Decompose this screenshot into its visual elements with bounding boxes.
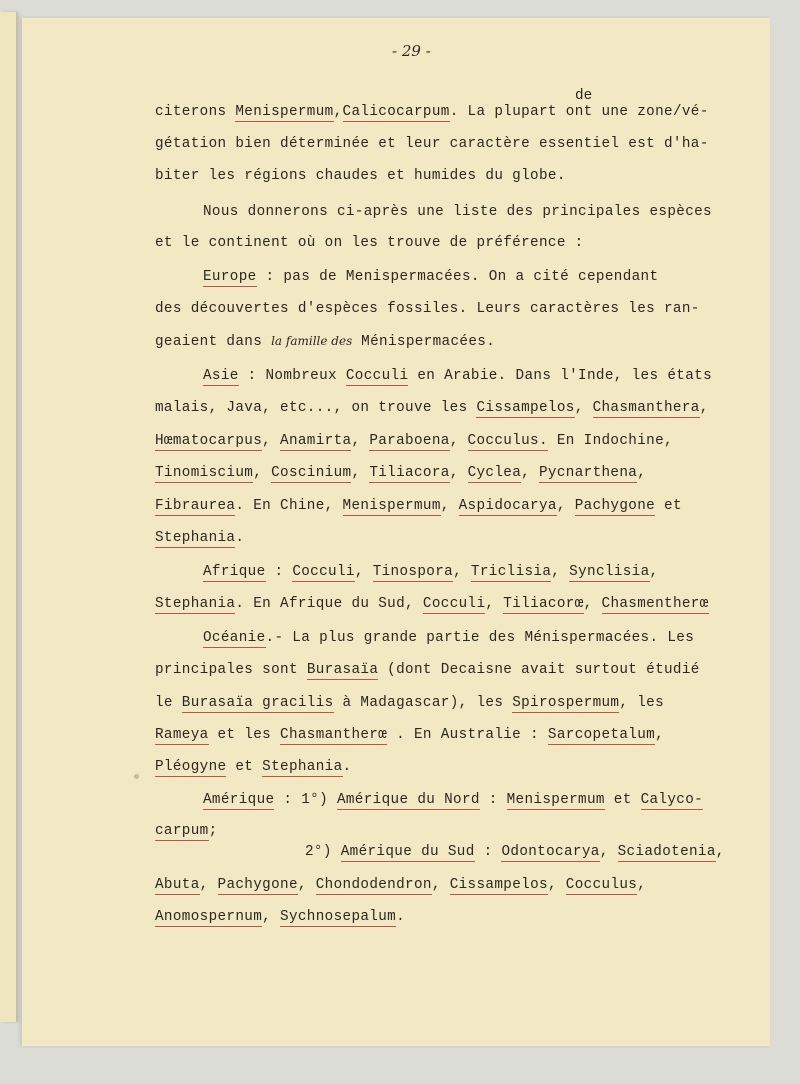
text-run: , xyxy=(262,909,281,925)
text-run: à Madagascar), les xyxy=(333,695,513,711)
text-line xyxy=(155,725,664,745)
text-run: : xyxy=(479,792,507,808)
underlined-taxon: Fibraurea xyxy=(155,498,236,514)
text-run: , xyxy=(297,877,316,893)
text-run: le xyxy=(155,695,182,711)
text-line xyxy=(155,693,664,713)
text-run: , xyxy=(199,877,218,893)
underlined-taxon: Pachygone xyxy=(217,877,298,893)
underlined-taxon: Aspidocarya xyxy=(458,498,557,514)
underlined-taxon: Stephania xyxy=(155,530,236,546)
text-run: , xyxy=(449,433,468,449)
text-run: , xyxy=(440,498,459,514)
text-run: . En Afrique du Sud, xyxy=(235,596,423,612)
text-run: 2°) xyxy=(305,844,341,860)
text-line xyxy=(155,528,244,548)
text-run: Ménispermacées. xyxy=(352,334,496,350)
text-line xyxy=(155,431,673,451)
underlined-taxon: Synclisia xyxy=(569,564,650,580)
underlined-taxon: Amérique du Sud xyxy=(340,844,475,860)
underlined-taxon: Sciadotenia xyxy=(617,844,716,860)
text-run: .- La plus grande partie des Ménispermacées. Les xyxy=(265,630,695,646)
text-line xyxy=(155,660,700,680)
underlined-taxon: Asie xyxy=(203,368,239,384)
text-run: ; xyxy=(208,823,218,839)
text-line xyxy=(155,907,405,927)
text-line xyxy=(203,366,712,386)
text-line xyxy=(155,821,218,841)
underlined-taxon: Amérique du Nord xyxy=(336,792,480,808)
text-run: et le continent où on les trouve de préférence : xyxy=(155,235,584,251)
underlined-taxon: Océanie xyxy=(203,630,266,646)
text-run: et xyxy=(604,792,641,808)
underlined-taxon: Tiliacorœ xyxy=(503,596,584,612)
underlined-taxon: carpum xyxy=(155,823,209,839)
text-run: et xyxy=(226,759,263,775)
underlined-taxon: Anomospernum xyxy=(155,909,263,925)
underlined-taxon: Burasaïa xyxy=(306,662,379,678)
underlined-taxon: Chondodendron xyxy=(315,877,432,893)
text-run: : Nombreux xyxy=(238,368,346,384)
underlined-taxon: Rameya xyxy=(155,727,209,743)
underlined-taxon: Menispermum xyxy=(342,498,441,514)
underlined-taxon: Cocculi xyxy=(422,596,486,612)
text-run: : pas de Menispermacées. On a cité cependant xyxy=(256,269,659,285)
underlined-taxon: Calyco- xyxy=(640,792,704,808)
underlined-taxon: Tinospora xyxy=(372,564,454,580)
underlined-taxon: Pléogyne xyxy=(155,759,227,775)
text-run: , xyxy=(637,877,647,893)
text-line xyxy=(155,463,646,483)
underlined-taxon: Paraboena xyxy=(369,433,450,449)
underlined-taxon: Cissampelos xyxy=(449,877,548,893)
text-run: , xyxy=(351,465,370,481)
previous-page-edge xyxy=(0,12,17,1022)
underlined-taxon: Sychnosepalum xyxy=(280,909,397,925)
text-run: , xyxy=(262,433,281,449)
underlined-taxon: Cissampelos xyxy=(476,400,575,416)
text-line xyxy=(155,496,682,516)
underlined-taxon: Cyclea xyxy=(467,465,522,481)
text-run: . xyxy=(396,909,406,925)
text-line xyxy=(155,299,700,319)
text-run: , xyxy=(551,564,570,580)
underlined-taxon: Afrique xyxy=(203,564,266,580)
underlined-taxon: Tiliacora xyxy=(369,465,450,481)
text-run: , xyxy=(354,564,373,580)
text-run: gétation bien déterminée et leur caractère essentiel est d'ha- xyxy=(155,136,709,152)
text-line xyxy=(155,594,709,614)
underlined-taxon: Menispermum xyxy=(506,792,605,808)
text-run: malais, Java, etc..., on trouve les xyxy=(155,400,477,416)
interlinear-insert: de xyxy=(575,88,593,104)
text-line xyxy=(155,398,709,418)
underlined-taxon: Stephania xyxy=(155,596,236,612)
text-line xyxy=(155,875,646,895)
text-run: . En Chine, xyxy=(235,498,343,514)
text-run: : xyxy=(474,844,502,860)
text-run: , xyxy=(637,465,647,481)
text-run: , xyxy=(547,877,566,893)
text-run: , xyxy=(574,400,593,416)
text-run: geaient dans xyxy=(155,334,272,350)
text-run: , xyxy=(449,465,468,481)
underlined-taxon: Pycnarthena xyxy=(539,465,638,481)
text-run: , xyxy=(521,465,539,481)
text-run: . xyxy=(342,759,352,775)
text-line xyxy=(203,202,712,222)
paper-spot xyxy=(134,774,139,779)
underlined-taxon: Coscinium xyxy=(271,465,352,481)
underlined-taxon: Chasmentherœ xyxy=(601,596,709,612)
text-line xyxy=(203,628,694,648)
text-run: et les xyxy=(208,727,281,743)
text-run: et xyxy=(655,498,682,514)
text-run: , xyxy=(699,400,709,416)
underlined-taxon: Calicocarpum xyxy=(342,104,450,120)
handwritten-insert: la famille des xyxy=(271,334,353,348)
text-run: En Indochine, xyxy=(547,433,673,449)
underlined-taxon: Stephania xyxy=(262,759,343,775)
text-run: , xyxy=(599,844,618,860)
text-line xyxy=(155,757,351,777)
text-line xyxy=(155,102,709,122)
underlined-taxon: Cocculi xyxy=(292,564,355,580)
underlined-taxon: Cocculus xyxy=(565,877,638,893)
text-run: biter les régions chaudes et humides du globe. xyxy=(155,168,566,184)
text-run: Nous donnerons ci-après une liste des principales espèces xyxy=(203,204,712,220)
underlined-taxon: Spirospermum xyxy=(512,695,620,711)
text-run: . En Australie : xyxy=(387,727,548,743)
text-run: , xyxy=(431,877,450,893)
text-run: , xyxy=(649,564,659,580)
underlined-taxon: Abuta xyxy=(155,877,200,893)
underlined-taxon: Chasmantherœ xyxy=(280,727,388,743)
text-run: , xyxy=(715,844,725,860)
text-run: , xyxy=(333,104,343,120)
underlined-taxon: Cocculus. xyxy=(467,433,548,449)
text-run: , xyxy=(655,727,664,743)
text-run: (dont Decaisne avait surtout étudié xyxy=(378,662,700,678)
text-run: : 1°) xyxy=(274,792,337,808)
text-run: , xyxy=(453,564,471,580)
text-run: citerons xyxy=(155,104,236,120)
text-run: en Arabie. Dans l'Inde, les états xyxy=(408,368,712,384)
underlined-taxon: Sarcopetalum xyxy=(547,727,656,743)
page-number: - 29 - xyxy=(392,42,431,60)
underlined-taxon: Chasmanthera xyxy=(592,400,700,416)
text-run: , xyxy=(351,433,370,449)
text-run: . xyxy=(235,530,245,546)
text-run: , xyxy=(556,498,575,514)
underlined-taxon: Burasaïa gracilis xyxy=(181,695,334,711)
text-run: , les xyxy=(619,695,665,711)
underlined-taxon: Cocculi xyxy=(345,368,409,384)
text-run: , xyxy=(485,596,504,612)
underlined-taxon: Odontocarya xyxy=(501,844,600,860)
text-line xyxy=(203,790,703,810)
text-line xyxy=(155,134,709,154)
underlined-taxon: Anamirta xyxy=(280,433,352,449)
underlined-taxon: Menispermum xyxy=(235,104,334,120)
underlined-taxon: Amérique xyxy=(203,792,275,808)
text-line xyxy=(155,166,566,186)
underlined-taxon: Pachygone xyxy=(574,498,656,514)
text-run: , xyxy=(253,465,272,481)
text-run: principales sont xyxy=(155,662,307,678)
text-run: : xyxy=(265,564,293,580)
text-line xyxy=(203,562,658,582)
text-run: . La plupart ont une zone/vé- xyxy=(449,104,709,120)
text-run: des découvertes d'espèces fossiles. Leurs caractères les ran- xyxy=(155,301,700,317)
underlined-taxon: Tinomiscium xyxy=(155,465,254,481)
text-line xyxy=(305,842,725,862)
underlined-taxon: Europe xyxy=(203,269,257,285)
text-run: , xyxy=(583,596,602,612)
text-line xyxy=(155,331,495,351)
text-line xyxy=(155,233,584,253)
underlined-taxon: Triclisia xyxy=(470,564,552,580)
underlined-taxon: Hœmatocarpus xyxy=(155,433,263,449)
text-line xyxy=(203,267,658,287)
